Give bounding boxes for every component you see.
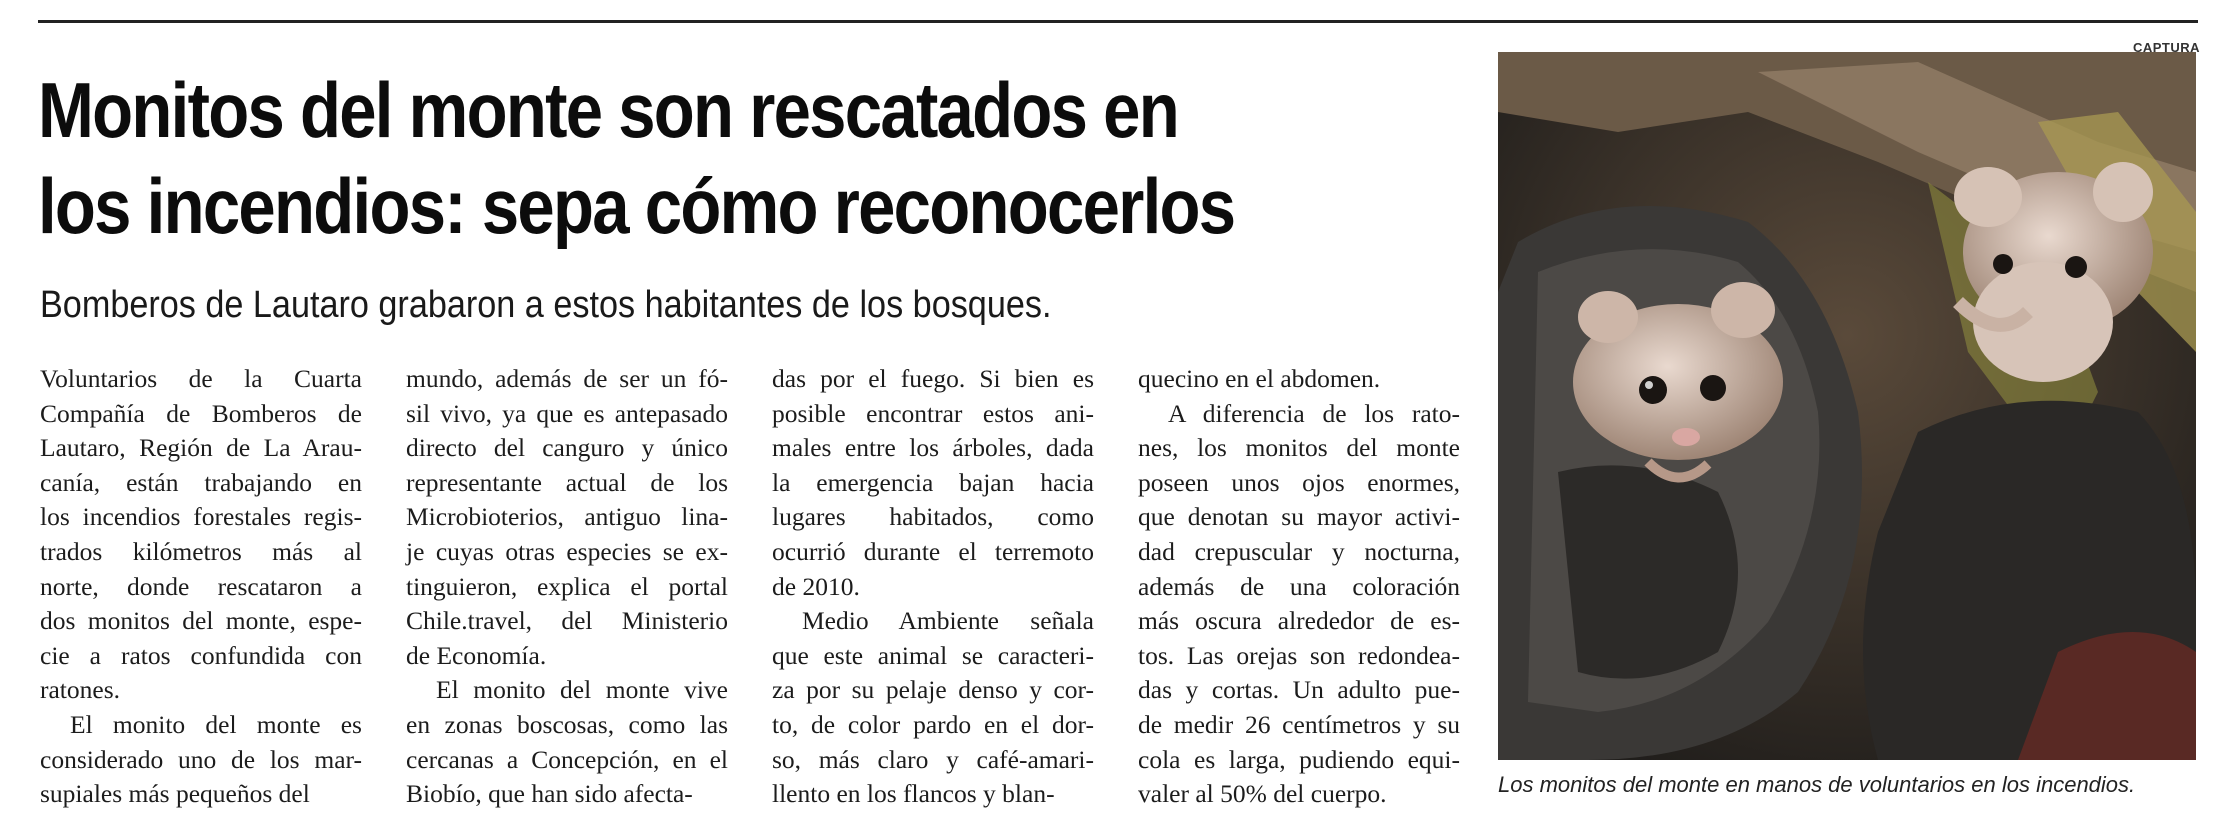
article-line: de Economía. — [406, 640, 547, 670]
article-line: je cuyas otras especies se ex- — [406, 536, 728, 566]
article-line: Voluntarios de la Cuarta — [40, 364, 362, 393]
article-body — [40, 362, 1460, 810]
article-line: tos. Las orejas son redondea- — [1138, 640, 1460, 670]
article-line: Microbioterios, antiguo lina- — [406, 502, 728, 532]
article-line: dos monitos del monte, espe- — [40, 606, 362, 636]
subheadline: Bomberos de Lautaro grabaron a estos habitantes de los bosques. — [40, 284, 1052, 326]
article-line: El monito del monte es — [70, 709, 362, 739]
article-line: to, de color pardo en el dor- — [772, 709, 1094, 739]
article-line: A diferencia de los rato- — [1168, 398, 1460, 428]
article-line: za por su pelaje denso y cor- — [772, 675, 1094, 705]
article-line: cercanas a Concepción, en el — [406, 744, 728, 774]
article-line: das por el fuego. Si bien es — [772, 364, 1094, 393]
article-line: poseen unos ojos enormes, — [1138, 467, 1460, 497]
article-line: de 2010. — [772, 571, 860, 601]
article-line: posible encontrar estos ani- — [772, 398, 1094, 428]
article-line: nes, los monitos del monte — [1138, 433, 1460, 463]
article-column-2 — [406, 362, 728, 810]
article-line: Biobío, que han sido afecta- — [406, 779, 693, 809]
article-line: valer al 50% del cuerpo. — [1138, 779, 1387, 809]
article-line: en zonas boscosas, como las — [406, 709, 728, 739]
monitos-photo-illustration — [1498, 52, 2196, 760]
article-line: de medir 26 centímetros y su — [1138, 709, 1460, 739]
article-line: más oscura alrededor de es- — [1138, 606, 1460, 636]
photo-credit: CAPTURA — [2132, 40, 2200, 55]
article-column-4 — [1138, 362, 1460, 810]
headline — [38, 62, 1276, 254]
article-line: representante actual de los — [406, 467, 728, 497]
article-line: supiales más pequeños del — [40, 779, 310, 809]
article-line: la emergencia bajan hacia — [772, 467, 1094, 497]
article-line: directo del canguro y único — [406, 433, 728, 463]
article-line: Compañía de Bomberos de — [40, 398, 362, 428]
headline-line-1: Monitos del monte son rescatados en — [38, 66, 1179, 154]
article-column-1 — [40, 362, 362, 810]
article-line: Lautaro, Región de La Arau- — [40, 433, 362, 463]
article-line: llento en los flancos y blan- — [772, 779, 1055, 809]
article-line: lugares habitados, como — [772, 502, 1094, 532]
article-line: trados kilómetros más al — [40, 536, 362, 566]
headline-line-2: los incendios: sepa cómo reconocerlos — [38, 162, 1235, 250]
article-line: norte, donde rescataron a — [40, 571, 362, 601]
article-line: considerado uno de los mar- — [40, 744, 362, 774]
article-line: El monito del monte vive — [436, 675, 728, 705]
article-line: dad crepuscular y nocturna, — [1138, 536, 1460, 566]
article-line: ocurrió durante el terremoto — [772, 536, 1094, 566]
article-line: quecino en el abdomen. — [1138, 364, 1381, 393]
article-line: canía, están trabajando en — [40, 467, 362, 497]
top-rule — [38, 20, 2198, 23]
article-line: cola es larga, pudiendo equi- — [1138, 744, 1460, 774]
article-line: cie a ratos confundida con — [40, 640, 362, 670]
article-line: mundo, además de ser un fó- — [406, 364, 728, 393]
article-line: los incendios forestales regis- — [40, 502, 362, 532]
article-line: Medio Ambiente señala — [802, 606, 1094, 636]
article-line: so, más claro y café-amari- — [772, 744, 1094, 774]
article-line: además de una coloración — [1138, 571, 1460, 601]
article-line: sil vivo, ya que es antepasado — [406, 398, 728, 428]
photo-caption: Los monitos del monte en manos de voluntarios en los incendios. — [1498, 772, 2136, 797]
article-line: tinguieron, explica el portal — [406, 571, 728, 601]
article-photo — [1498, 52, 2196, 760]
article-line: que denotan su mayor activi- — [1138, 502, 1460, 532]
article-line: que este animal se caracteri- — [772, 640, 1094, 670]
article-line: das y cortas. Un adulto pue- — [1138, 675, 1460, 705]
article-line: ratones. — [40, 675, 121, 705]
article-column-3 — [772, 362, 1094, 810]
article-line: Chile.travel, del Ministerio — [406, 606, 728, 636]
article-line: males entre los árboles, dada — [772, 433, 1094, 463]
